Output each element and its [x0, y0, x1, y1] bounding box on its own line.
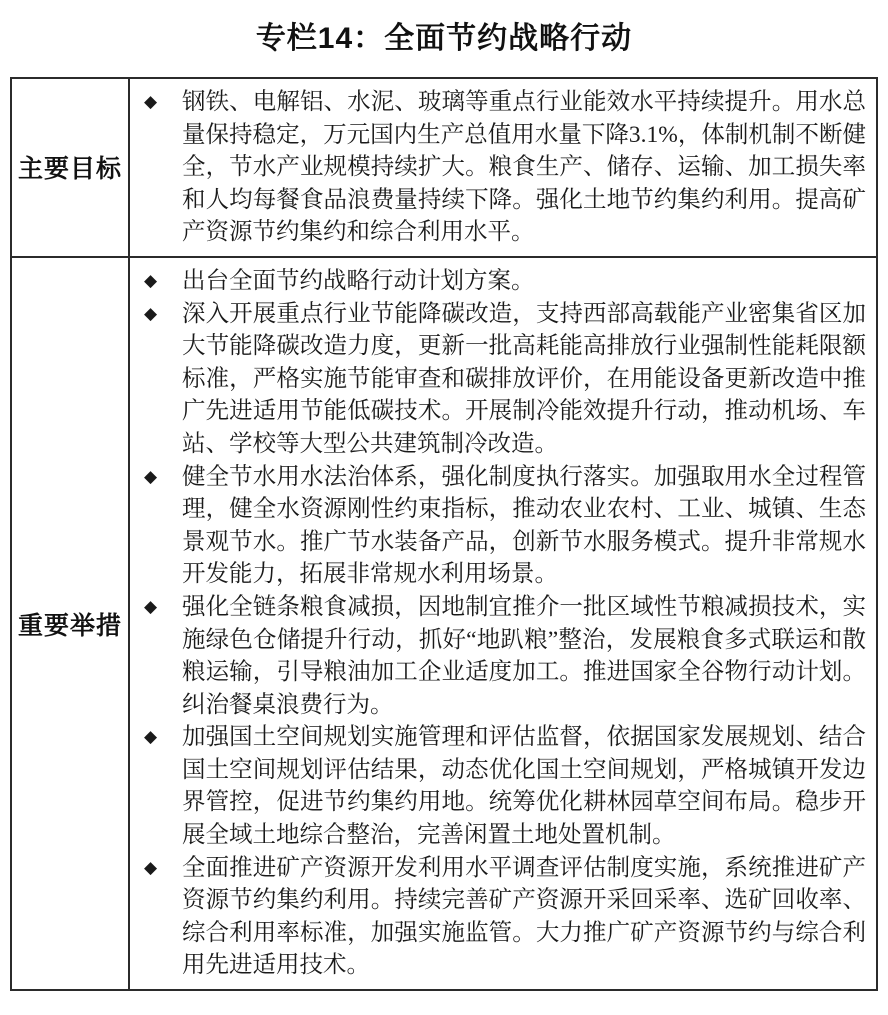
bullet-text: 钢铁、电解铝、水泥、玻璃等重点行业能效水平持续提升。用水总量保持稳定，万元国内生产总值用水量下降3.1%，体制机制不断健全，节水产业规模持续扩大。粮食生产、储存、运输、加工损失率和人均每餐食品浪费量持续下降。强化土地节约集约利用。提高矿产资源节约集约和综合利用水平。 — [182, 89, 866, 246]
bullet-text: 深入开展重点行业节能降碳改造，支持西部高载能产业密集省区加大节能降碳改造力度，更新一批高耗能高排放行业强制性能耗限额标准，严格实施节能审查和碳排放评价，在用能设备更新改造中推广先进适用节能低碳技术。开展制冷能效提升行动，推动机场、车站、学校等大型公共建筑制冷改造。 — [182, 300, 866, 457]
list-item — [142, 591, 866, 721]
row-label-main-goals: 主要目标 — [11, 78, 129, 257]
diamond-bullet-icon: ◆ — [144, 466, 158, 486]
bullet-text: 全面推进矿产资源开发利用水平调查评估制度实施，系统推进矿产资源节约集约利用。持续完善矿产资源开采回采率、选矿回收率、综合利用率标准，加强实施监管。大力推广矿产资源节约与综合利用先进适用技术。 — [182, 854, 866, 979]
diamond-bullet-icon: ◆ — [144, 270, 158, 290]
list-item — [142, 265, 866, 298]
list-item — [142, 86, 866, 249]
list-item — [142, 298, 866, 461]
row-content-main-goals — [129, 78, 877, 257]
bullet-text: 加强国土空间规划实施管理和评估监督，依据国家发展规划、结合国土空间规划评估结果，动态优化国土空间规划，严格城镇开发边界管控，促进节约集约用地。统筹优化耕林园草空间布局。稳步开展全域土地综合整治，完善闲置土地处置机制。 — [182, 724, 866, 849]
diamond-bullet-icon: ◆ — [144, 92, 158, 111]
table-row-key-measures — [11, 257, 877, 990]
diamond-bullet-icon: ◆ — [144, 857, 158, 877]
bullet-text: 健全节水用水法治体系，强化制度执行落实。加强取用水全过程管理，健全水资源刚性约束指标，推动农业农村、工业、城镇、生态景观节水。推广节水装备产品，创新节水服务模式。提升非常规水开发能力，拓展非常规水利用场景。 — [182, 463, 866, 588]
list-item — [142, 461, 866, 591]
page-title: 专栏14：全面节约战略行动 — [255, 22, 633, 55]
list-item — [142, 721, 866, 851]
diamond-bullet-icon: ◆ — [144, 596, 158, 616]
row-label-key-measures: 重要举措 — [11, 257, 129, 990]
diamond-bullet-icon: ◆ — [144, 303, 158, 323]
bullet-text: 出台全面节约战略行动计划方案。 — [182, 267, 535, 294]
content-table — [10, 77, 878, 991]
table-row-main-goals — [11, 78, 877, 257]
diamond-bullet-icon: ◆ — [144, 727, 158, 747]
list-item — [142, 852, 866, 982]
bullet-text: 强化全链条粮食减损，因地制宜推介一批区域性节粮减损技术，实施绿色仓储提升行动，抓好“地趴粮”整治，发展粮食多式联运和散粮运输，引导粮油加工企业适度加工。推进国家全谷物行动计划。纠治餐桌浪费行为。 — [182, 593, 866, 718]
row-content-key-measures — [129, 257, 877, 990]
